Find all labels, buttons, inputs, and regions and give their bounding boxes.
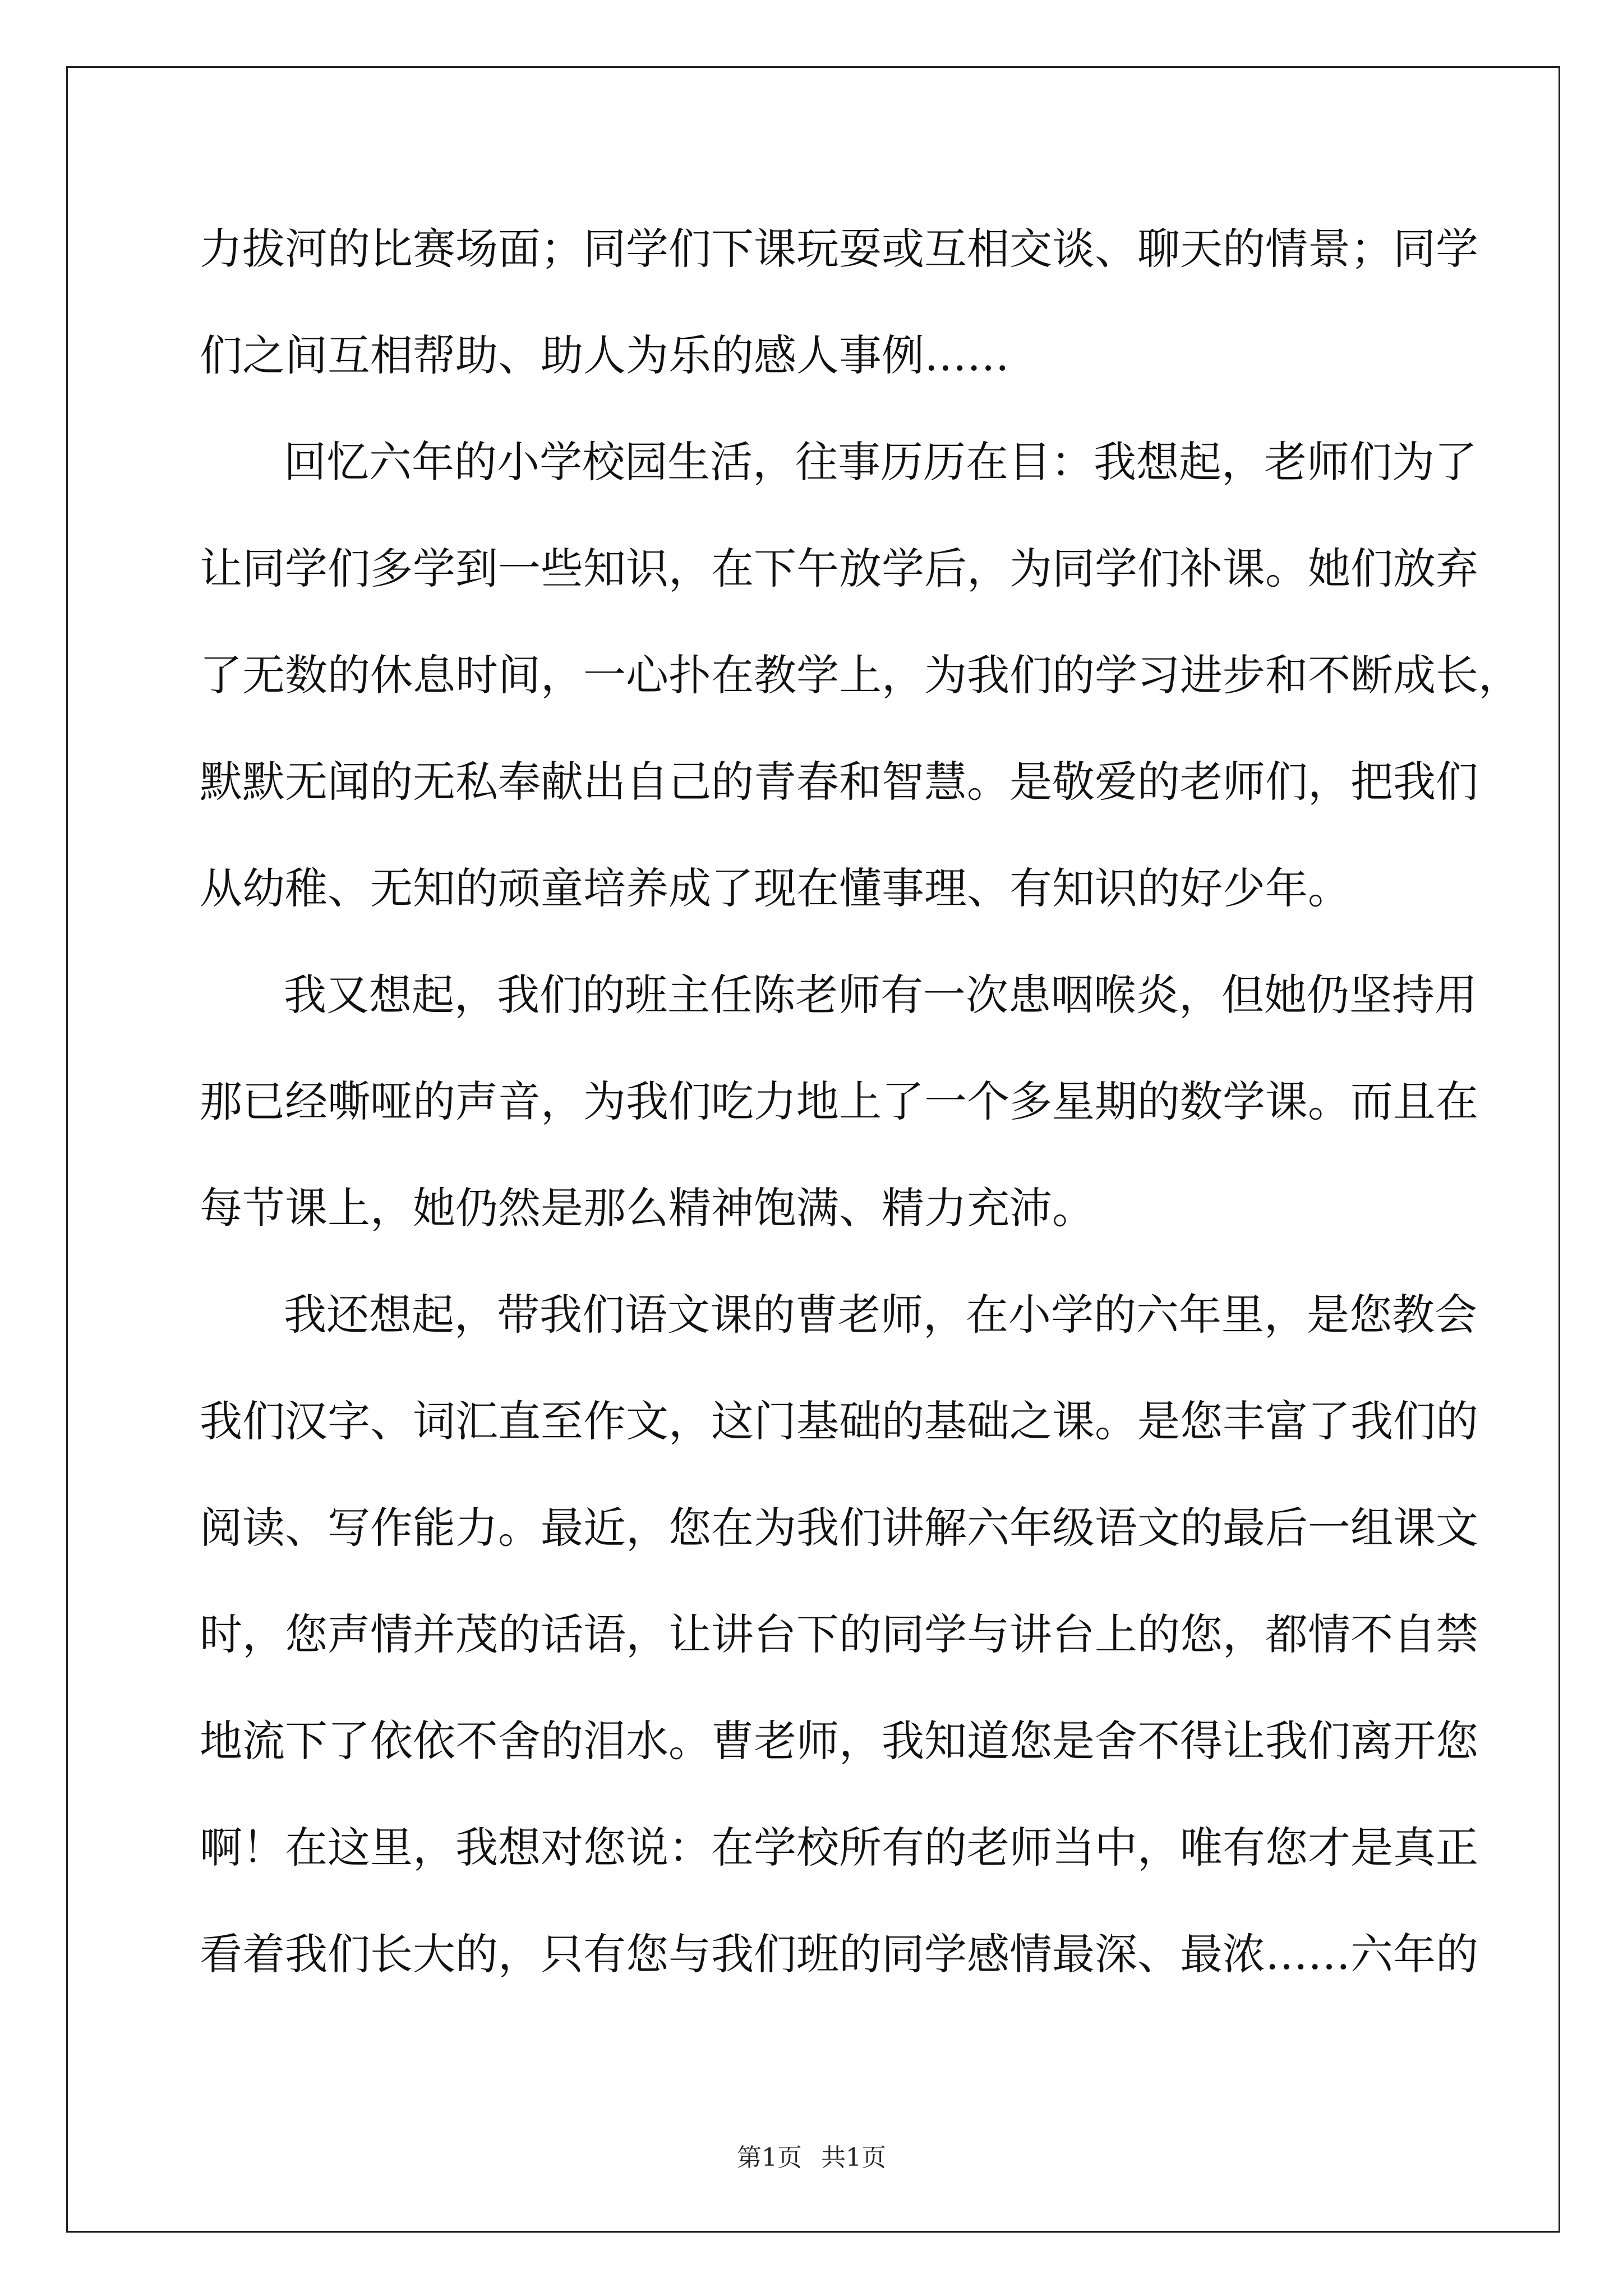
- page-footer: [0, 2137, 1623, 2173]
- text-line: 时，您声情并茂的话语，让讲台下的同学与讲台上的您，都情不自禁: [200, 1609, 1478, 1659]
- text-line: 了无数的休息时间，一心扑在教学上，为我们的学习进步和不断成长，: [200, 650, 1521, 700]
- text-line: 那已经嘶哑的声音，为我们吃力地上了一个多星期的数学课。而且在: [200, 1076, 1478, 1126]
- text-line: 阅读、写作能力。最近，您在为我们讲解六年级语文的最后一组课文: [200, 1503, 1478, 1553]
- paragraph-start-line: 回忆六年的小学校园生活，往事历历在目：我想起，老师们为了: [284, 437, 1477, 487]
- text-line: 默默无闻的无私奉献出自己的青春和智慧。是敬爱的老师们，把我们: [200, 757, 1478, 807]
- text-line: 地流下了依依不舍的泪水。曹老师，我知道您是舍不得让我们离开您: [200, 1716, 1478, 1766]
- text-line: 力拔河的比赛场面；同学们下课玩耍或互相交谈、聊天的情景；同学: [200, 224, 1478, 274]
- paragraph-start-line: 我又想起，我们的班主任陈老师有一次患咽喉炎，但她仍坚持用: [284, 970, 1477, 1020]
- text-line: 们之间互相帮助、助人为乐的感人事例……: [200, 330, 1009, 380]
- document-body: [200, 215, 1521, 2027]
- text-line: 啊！在这里，我想对您说：在学校所有的老师当中，唯有您才是真正: [200, 1823, 1478, 1872]
- page-number: 第1页: [737, 2143, 802, 2172]
- page-total: 共1页: [821, 2143, 886, 2172]
- text-line: 我们汉字、词汇直至作文，这门基础的基础之课。是您丰富了我们的: [200, 1396, 1478, 1446]
- text-line: 看着我们长大的，只有您与我们班的同学感情最深、最浓……六年的: [200, 1929, 1478, 1979]
- paragraph-start-line: 我还想起，带我们语文课的曹老师，在小学的六年里，是您教会: [284, 1290, 1477, 1340]
- text-line: 从幼稚、无知的顽童培养成了现在懂事理、有知识的好少年。: [200, 863, 1350, 913]
- text-line: 每节课上，她仍然是那么精神饱满、精力充沛。: [200, 1183, 1095, 1233]
- text-line: 让同学们多学到一些知识，在下午放学后，为同学们补课。她们放弃: [200, 544, 1478, 593]
